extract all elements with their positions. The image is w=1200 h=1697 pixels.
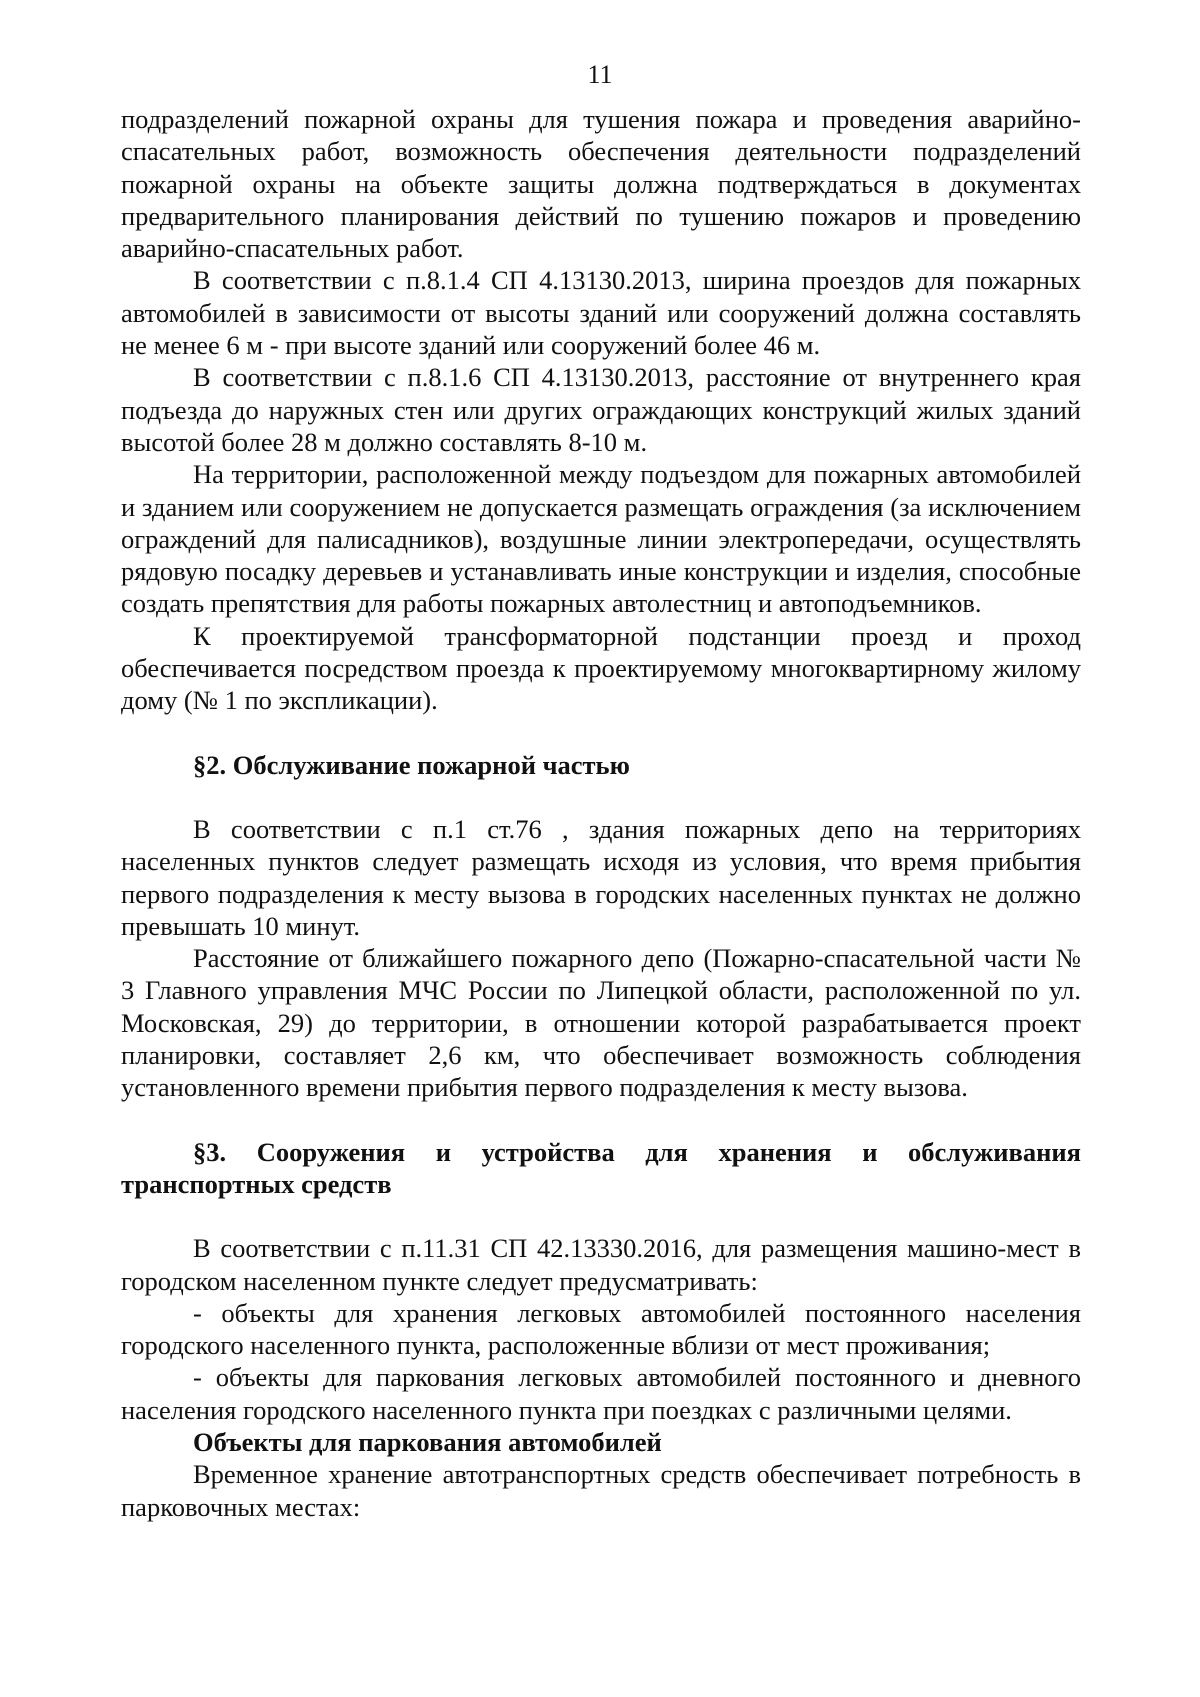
subheading-parking-objects: Объекты для паркования автомобилей — [193, 1426, 662, 1457]
paragraph-parking-requirements: В соответствии с п.11.31 СП 42.13330.2016, для размещения машино-мест в городском населенном пункте следует предусматривать: — [121, 1233, 1081, 1296]
paragraph-driveway-distance: В соответствии с п.8.1.6 СП 4.13130.2013, расстояние от внутреннего края подъезда до наружных стен или других ограждающих конструкций жилых зданий высотой более 28 м должно составлять 8-10 м. — [121, 362, 1081, 457]
paragraph-driveway-width: В соответствии с п.8.1.4 СП 4.13130.2013, ширина проездов для пожарных автомобилей в зависимости от высоты зданий или сооружений должна составлять не менее 6 м - при высоте зданий или сооружений более 46 м. — [121, 265, 1081, 361]
page-number: 11 — [587, 60, 613, 89]
paragraph-fire-units-continuation: подразделений пожарной охраны для тушения пожара и проведения аварийно-спасательных работ, возможность обеспечения деятельности подразделений пожарной охраны на объекте защиты должна подтверждаться в документах предварительного планирования действий по тушению пожаров и проведению аварийно-спасательных работ. — [121, 104, 1081, 264]
paragraph-temporary-storage: Временное хранение автотранспортных средств обеспечивает потребность в парковочных местах: — [121, 1459, 1081, 1522]
paragraph-fire-depot-rule: В соответствии с п.1 ст.76 , здания пожарных депо на территориях населенных пунктов следует размещать исходя из условия, что время прибытия первого подразделения к месту вызова в городских населенных пунктах не должно превышать 10 минут. — [121, 813, 1081, 941]
paragraph-driveway-restrictions: На территории, расположенной между подъездом для пожарных автомобилей и зданием или сооружением не допускается размещать ограждения (за исключением ограждений для палисадников), воздушные линии электропередачи, осуществлять рядовую посадку деревьев и устанавливать иные конструкции и изделия, способные создать препятствия для работы пожарных автолестниц и автоподъемников. — [121, 459, 1081, 619]
list-item-permanent-storage: - объекты для хранения легковых автомобилей постоянного населения городского населенного пункта, расположенные вблизи от мест проживания; — [121, 1297, 1081, 1361]
list-item-parking-objects: - объекты для паркования легковых автомобилей постоянного и дневного населения городского населенного пункта при поездках с различными целями. — [121, 1362, 1081, 1425]
section-heading-vehicle-storage: §3. Сооружения и устройства для хранения и обслуживания транспортных средств — [121, 1136, 1081, 1199]
section-heading-fire-service: §2. Обслуживание пожарной частью — [193, 749, 630, 780]
paragraph-substation-access: К проектируемой трансформаторной подстанции проезд и проход обеспечивается посредством проезда к проектируемому многоквартирному жилому дому (№ 1 по экспликации). — [121, 620, 1081, 716]
paragraph-fire-depot-distance: Расстояние от ближайшего пожарного депо (Пожарно-спасательной части № 3 Главного управления МЧС России по Липецкой области, расположенной по ул. Московская, 29) до территории, в отношении которой разрабатывается проект планировки, составляет 2,6 км, что обеспечивает возможность соблюдения установленного времени прибытия первого подразделения к месту вызова. — [121, 943, 1081, 1103]
document-body — [121, 103, 1081, 1523]
